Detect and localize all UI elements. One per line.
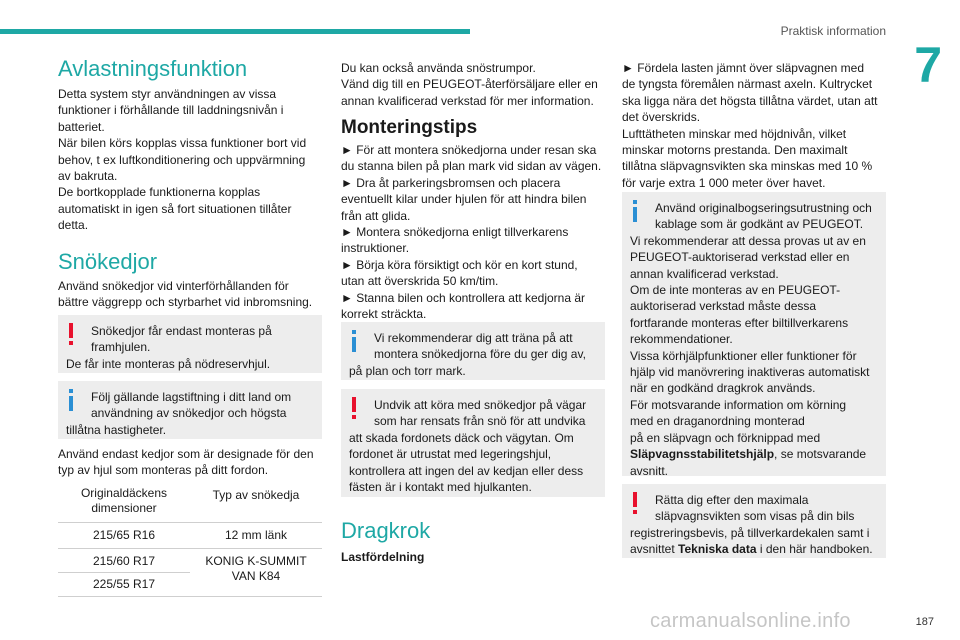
trailer-stability-assist-term: Släpvagnsstabilitetshjälp — [630, 447, 775, 462]
table-header-row — [58, 482, 322, 523]
info-icon — [632, 200, 638, 222]
info-box-legislation — [58, 381, 322, 439]
info-icon — [68, 389, 74, 411]
warning-text-alloy-wheels: att skada fordonets däck och vägytan. Om fordonet är utrustat med legeringshjul, kontrollera att ingen del av kedjan eller dess fästen är i kontakt med hjulkanten. — [349, 430, 584, 495]
info-text-practice: Vi rekommenderar dig att träna på att montera snökedjorna före du ger dig av, — [374, 331, 586, 362]
warning-text-trailer-weight: Rätta dig efter den maximala släpvagnsvikten som visas på din bils — [655, 493, 855, 524]
paragraph-snow-socks: Du kan också använda snöstrumpor. Vänd dig till en PEUGEOT-återförsäljare eller en annan kvalificerad verkstad för mer information. — [341, 61, 598, 108]
heading-unload-function: Avlastningsfunktion — [58, 56, 248, 81]
info-text-original-equipment: Använd originalbogseringsutrustning och kablage som är godkänt av PEUGEOT. — [655, 201, 872, 232]
header-accent-bar — [0, 29, 470, 34]
info-text-section-end: avsnitt. — [630, 463, 669, 478]
heading-towbar: Dragkrok — [341, 518, 431, 543]
warning-box-cleared-roads — [341, 389, 605, 497]
chapter-number: 7 — [914, 37, 942, 93]
warning-text-spare-wheel: De får inte monteras på nödreservhjul. — [66, 356, 271, 371]
table-row — [58, 549, 322, 573]
warning-text-registration-body: registreringsbevis, på tillverkardekalen samt i avsnittet — [630, 525, 870, 557]
table-cell-tyre: 215/65 R16 — [58, 523, 190, 549]
info-text-recommendation-body: Vi rekommenderar att dessa provas ut av en PEUGEOT-auktoriserad verkstad eller en annan kvalificerad verkstad. Om de inte monteras av en PEUGEOT- auktoriserad verkstad måste dessa fortfarande monteras efter biltillverkarens rekommendationer. Vissa körhjälpfunktioner eller funktioner för hjälp vid manövrering inaktiveras automatiskt när en godkänd dragkrok används. För motsvarande information om körning med en draganordning monterad på en släpvagn och förknippad med — [630, 233, 870, 445]
table-row — [58, 523, 322, 549]
info-box-practice — [341, 322, 605, 380]
snow-chain-table — [58, 482, 322, 597]
heading-load-distribution: Lastfördelning — [341, 550, 425, 564]
paragraph-mounting-tips: ► För att montera snökedjorna under resan ska du stanna bilen på plan mark vid sidan av vägen. ► Dra åt parkeringsbromsen och placera eventuellt kilar under hjulen för att hindra bilen från att glida. ► Montera snökedjorna enligt tillverkarens instruktioner. ► Börja köra försiktigt och kör en kort stund, utan att överskrida 50 km/tim. ► Stanna bilen och kontrollera att kedjorna är korrekt sträckta. — [341, 143, 602, 322]
info-icon — [351, 330, 357, 352]
info-text-practice-end: på plan och torr mark. — [349, 363, 466, 378]
technical-data-term: Tekniska data — [678, 542, 757, 557]
info-text-speeds: tillåtna hastigheter. — [66, 422, 167, 437]
table-header-chain-type: Typ av snökedja — [190, 482, 322, 523]
table-cell-tyre: 215/60 R17 — [58, 549, 190, 573]
table-header-tyre-dimensions: Originaldäckens dimensioner — [58, 482, 190, 523]
info-box-towing-equipment — [622, 192, 886, 476]
paragraph-chain-types: Använd endast kedjor som är designade för den typ av hjul som monteras på ditt fordon. — [58, 447, 314, 478]
heading-mounting-tips: Monteringstips — [341, 117, 478, 138]
info-text-see-section: , se motsvarande — [774, 447, 867, 462]
header-title: Praktisk information — [780, 24, 886, 38]
warning-text-cleared-roads: Undvik att köra med snökedjor på vägar som har rensats från snö för att undvika — [374, 398, 587, 429]
table-cell-chain: KONIG K-SUMMIT VAN K84 — [190, 549, 322, 597]
paragraph-snow-chains: Använd snökedjor vid vinterförhållanden för bättre väggrepp och styrbarhet vid inbromsning. — [58, 279, 313, 310]
warning-icon — [68, 323, 74, 345]
warning-box-front-wheels — [58, 315, 322, 373]
warning-icon — [632, 492, 638, 514]
info-text-recommendation — [630, 233, 878, 479]
warning-text-handbook: i den här handboken. — [756, 542, 873, 557]
warning-icon — [351, 397, 357, 419]
paragraph-unload-function: Detta system styr användningen av vissa funktioner i förhållande till laddningsnivån i batteriet. När bilen körs kopplas vissa funktioner bort vid behov, t ex luftkonditionering och uppvärmning av bakruta. De bortkopplade funktionerna kopplas automatiskt in igen så fort situationen tillåter detta. — [58, 87, 307, 233]
heading-snow-chains: Snökedjor — [58, 249, 158, 274]
paragraph-load-distribution: ► Fördela lasten jämnt över släpvagnen med de tyngsta föremålen närmast axeln. Kultrycket ska ligga nära det högsta tillåtna värdet, utan att det överskrids. Lufttätheten minskar med höjdnivån, vilket minskar motorns prestanda. Den maximalt tillåtna släpvagnsvikten ska minskas med 10 % för varje extra 1 000 meter över havet. — [622, 61, 878, 190]
warning-text-front-wheels: Snökedjor får endast monteras på framhjulen. — [91, 324, 272, 355]
warning-box-trailer-weight — [622, 484, 886, 558]
table-cell-chain: 12 mm länk — [190, 523, 322, 549]
watermark: carmanualsonline.info — [650, 610, 851, 632]
page-number: 187 — [915, 616, 934, 628]
table-cell-tyre: 225/55 R17 — [58, 573, 190, 597]
warning-text-registration — [630, 525, 878, 558]
info-text-legislation: Följ gällande lagstiftning i ditt land om användning av snökedjor och högsta — [91, 390, 292, 421]
